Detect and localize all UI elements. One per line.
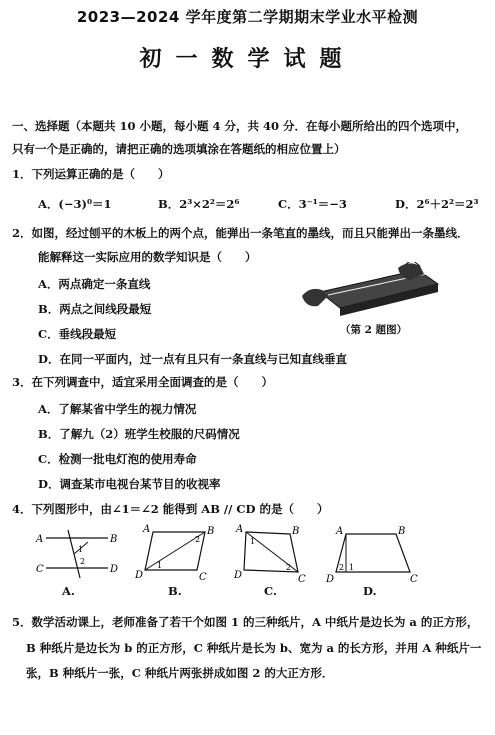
- q2-figure-ink-line-board: [298, 262, 448, 317]
- figure-c-angle-1: 1: [250, 537, 256, 546]
- q2-option-d: D．在同一平面内，过一点有且只有一条直线与已知直线垂直: [38, 352, 347, 366]
- figure-b-angle-2: 2: [195, 535, 201, 544]
- q3-stem: 3．在下列调查中，适宜采用全面调查的是（ ）: [12, 375, 273, 389]
- figure-a-angle-1: 1: [78, 545, 84, 554]
- q4-figure-c-label: C.: [264, 584, 277, 598]
- q5-line1: 5．数学活动课上，老师准备了若干个如图 1 的三种纸片，A 中纸片是边长为 a 的正方形，: [12, 615, 479, 629]
- figure-d-angle-2: 2: [339, 563, 345, 572]
- q5-line3: 张，B 种纸片一张，C 种纸片两张拼成如图 2 的大正方形．: [26, 666, 334, 680]
- figure-d-label-c: C: [410, 574, 418, 585]
- q1-option-a: A．(−3)⁰＝1: [38, 197, 112, 211]
- q2-option-a: A．两点确定一条直线: [38, 277, 151, 291]
- q1-option-c: C．3⁻¹＝−3: [278, 197, 347, 211]
- figure-c-label-b: B: [292, 526, 300, 537]
- q1-option-b: B．2³×2²＝2⁶: [158, 197, 240, 211]
- q3-option-b: B．了解九（2）班学生校服的尺码情况: [38, 427, 240, 441]
- figure-d-label-b: B: [398, 526, 406, 537]
- figure-d-angle-1: 1: [349, 563, 355, 572]
- q3-option-d: D．调查某市电视台某节目的收视率: [38, 477, 221, 491]
- figure-b-label-c: C: [199, 572, 207, 583]
- figure-a-label-d: D: [110, 564, 119, 575]
- q4-stem: 4．下列图形中，由∠1＝∠2 能得到 AB // CD 的是（ ）: [12, 502, 329, 516]
- q4-figure-a: [28, 528, 128, 586]
- exam-title: 2023—2024 学年度第二学期期末学业水平检测: [76, 8, 419, 26]
- figure-a-label-c: C: [36, 564, 44, 575]
- figure-b-label-a: A: [143, 524, 151, 535]
- figure-b-angle-1: 1: [157, 561, 163, 570]
- q5-line2: B 种纸片是边长为 b 的正方形，C 种纸片是长为 b、宽为 a 的长方形，并用 A 种纸片一: [26, 641, 482, 655]
- q3-option-c: C．检测一批电灯泡的使用寿命: [38, 452, 197, 466]
- q4-figure-d-label: D.: [363, 584, 377, 598]
- figure-b-label-b: B: [207, 526, 215, 537]
- q4-figure-c: [232, 524, 312, 586]
- q1-option-d: D．2⁶＋2²＝2³: [395, 197, 479, 211]
- q2-stem-line1: 2．如图，经过刨平的木板上的两个点，能弹出一条笔直的墨线，而且只能弹出一条墨线．: [12, 226, 469, 240]
- q2-option-b: B．两点之间线段最短: [38, 302, 152, 316]
- figure-c-label-a: A: [236, 524, 244, 535]
- figure-c-angle-2: 2: [286, 563, 292, 572]
- q3-option-a: A．了解某省中学生的视力情况: [38, 402, 197, 416]
- figure-a-label-b: B: [110, 534, 118, 545]
- q4-figure-d: [322, 524, 422, 586]
- section1-intro-line2: 只有一个是正确的，请把正确的选项填涂在答题纸的相应位置上）: [12, 142, 346, 156]
- q2-stem-line2: 能解释这一实际应用的数学知识是（ ）: [38, 250, 257, 264]
- figure-c-label-c: C: [298, 574, 306, 585]
- q4-figure-a-label: A.: [62, 584, 75, 598]
- figure-d-label-a: A: [336, 526, 344, 537]
- figure-c-label-d: D: [234, 570, 243, 581]
- q4-figure-b-label: B.: [168, 584, 182, 598]
- paper-subject-title: 初一数学试题: [139, 47, 356, 72]
- q4-figure-b: [135, 524, 225, 586]
- q2-option-c: C．垂线段最短: [38, 327, 117, 341]
- figure-a-angle-2: 2: [80, 557, 86, 566]
- section1-intro-line1: 一、选择题（本题共 10 小题，每小题 4 分，共 40 分．在每小题所给出的四个选项中，: [12, 119, 468, 133]
- figure-d-label-d: D: [326, 574, 335, 585]
- q1-stem: 1．下列运算正确的是（ ）: [12, 167, 170, 181]
- figure-b-label-d: D: [135, 570, 144, 581]
- q2-figure-caption: （第 2 题图）: [340, 324, 408, 336]
- figure-a-label-a: A: [36, 534, 44, 545]
